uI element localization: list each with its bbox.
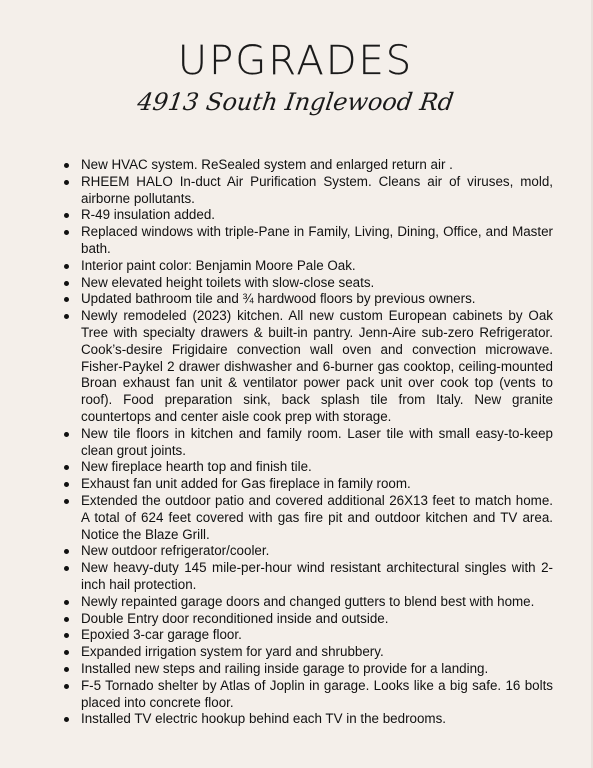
bullet-icon xyxy=(64,297,69,302)
list-item-text: Newly repainted garage doors and changed gutters to blend best with home. xyxy=(81,593,535,609)
list-item-text: Extended the outdoor patio and covered additional 26X13 feet to match home. A total of 624 feet covered with gas fire pit and outdoor kitchen and TV area. Notice the Blaze Grill. xyxy=(81,492,553,542)
list-item xyxy=(81,611,553,628)
list-item-text: New HVAC system. ReSealed system and enlarged return air . xyxy=(81,157,453,172)
bullet-icon xyxy=(64,213,69,218)
list-item xyxy=(81,543,553,560)
bullet-icon xyxy=(64,281,69,286)
bullet-icon xyxy=(64,314,69,319)
list-item-text: Newly remodeled (2023) kitchen. All new custom European cabinets by Oak Tree with specialty drawers & built-in pantry. Jenn-Aire sub-zero Refrigerator. Cook’s-desire Frigidaire convection wall oven and convection microwave. Fisher-Paykel 2 drawer dishwasher and 6-burner gas cooktop, ceiling-mounted Broan exhaust fan unit & ventilator power pack unit over cook top (vents to roof). Food preparation sink, back splash tile from Italy. New granite countertops and center aisle cook prep with storage. xyxy=(81,308,553,424)
list-item xyxy=(81,459,553,476)
upgrades-list xyxy=(62,157,553,728)
list-item xyxy=(81,661,553,678)
list-item xyxy=(81,291,553,308)
list-item-text: R-49 insulation added. xyxy=(81,207,215,223)
list-item-text: Interior paint color: Benjamin Moore Pale Oak. xyxy=(81,257,356,273)
list-item xyxy=(81,627,553,644)
bullet-icon xyxy=(64,617,69,622)
bullet-icon xyxy=(64,264,69,269)
list-item-text: Updated bathroom tile and ¾ hardwood floors by previous owners. xyxy=(81,291,476,307)
bullet-icon xyxy=(64,650,69,655)
bullet-icon xyxy=(64,549,69,554)
list-item-text: New heavy-duty 145 mile-per-hour wind resistant architectural singles with 2-inch hail protection. xyxy=(81,560,553,592)
list-item xyxy=(81,644,553,661)
bullet-icon xyxy=(64,499,69,504)
bullet-icon xyxy=(64,566,69,571)
list-item-text: Replaced windows with triple-Pane in Family, Living, Dining, Office, and Master bath. xyxy=(81,224,553,256)
list-item-text: RHEEM HALO In-duct Air Purification System. Cleans air of viruses, mold, airborne pollutants. xyxy=(81,173,553,206)
list-item-text: New fireplace hearth top and finish tile. xyxy=(81,459,312,475)
bullet-icon xyxy=(64,180,69,185)
list-item-text: Installed TV electric hookup behind each TV in the bedrooms. xyxy=(81,711,446,727)
list-item xyxy=(81,476,553,493)
list-item xyxy=(81,174,553,208)
list-item-text: Double Entry door reconditioned inside and outside. xyxy=(81,610,389,626)
list-item xyxy=(81,493,553,543)
list-item-text: Installed new steps and railing inside garage to provide for a landing. xyxy=(81,660,489,676)
bullet-icon xyxy=(64,163,69,168)
list-item-text: F-5 Tornado shelter by Atlas of Joplin in garage. Looks like a big safe. 16 bolts placed into concrete floor. xyxy=(81,677,553,710)
bullet-icon xyxy=(64,684,69,689)
bullet-icon xyxy=(64,432,69,437)
bullet-icon xyxy=(64,600,69,605)
list-item xyxy=(81,224,553,258)
list-item xyxy=(81,678,553,712)
page-title: UPGRADES xyxy=(177,38,414,84)
bullet-icon xyxy=(64,717,69,722)
list-item xyxy=(81,711,553,728)
list-item-text: New tile floors in kitchen and family room. Laser tile with small easy-to-keep clean grout joints. xyxy=(81,425,553,458)
list-item xyxy=(81,308,553,426)
list-item-text: New outdoor refrigerator/cooler. xyxy=(81,543,270,559)
list-item-text: Exhaust fan unit added for Gas fireplace in family room. xyxy=(81,476,411,492)
bullet-icon xyxy=(64,667,69,672)
list-item xyxy=(81,426,553,460)
list-item xyxy=(81,258,553,275)
list-item xyxy=(81,275,553,292)
bullet-icon xyxy=(64,633,69,638)
list-item xyxy=(81,157,553,174)
list-item-text: Expanded irrigation system for yard and shrubbery. xyxy=(81,644,384,660)
bullet-icon xyxy=(64,482,69,487)
list-item xyxy=(81,560,553,594)
bullet-icon xyxy=(64,230,69,235)
list-item xyxy=(81,207,553,224)
list-item xyxy=(81,594,553,611)
address-subtitle: 4913 South Inglewood Rd xyxy=(135,88,456,116)
list-item-text: Epoxied 3-car garage floor. xyxy=(81,627,242,643)
list-item-text: New elevated height toilets with slow-close seats. xyxy=(81,274,375,290)
bullet-icon xyxy=(64,465,69,470)
